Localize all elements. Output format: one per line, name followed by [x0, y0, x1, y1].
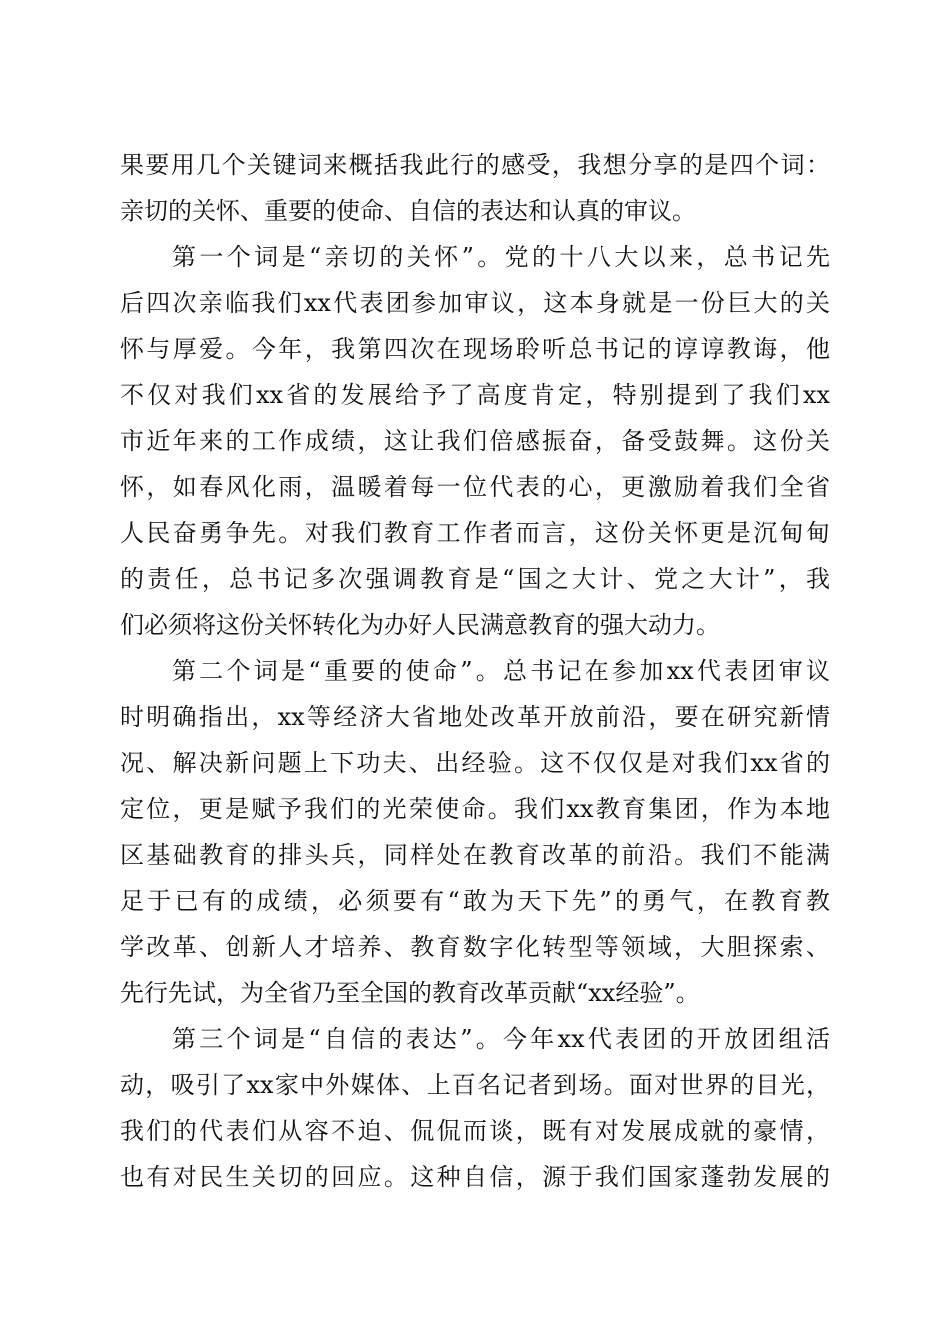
text-line: 后四次亲临我们xx代表团参加审议，这本身就是一份巨大的关 [120, 289, 830, 317]
text-line: 时明确指出，xx等经济大省地处改革开放前沿，要在研究新情 [120, 703, 830, 731]
text-line: 人民奋勇争先。对我们教育工作者而言，这份关怀更是沉甸甸 [120, 519, 830, 547]
text-line: 也有对民生关切的回应。这种自信，源于我们国家蓬勃发展的 [120, 1163, 830, 1191]
paragraph-start-line: 第一个词是“亲切的关怀”。党的十八大以来，总书记先 [172, 243, 830, 271]
text-line: 们必须将这份关怀转化为办好人民满意教育的强大动力。 [120, 611, 720, 639]
text-line: 先行先试，为全省乃至全国的教育改革贡献“xx经验”。 [120, 979, 700, 1007]
paragraph-start-line: 第二个词是“重要的使命”。总书记在参加xx代表团审议 [172, 657, 830, 685]
text-line: 动，吸引了xx家中外媒体、上百名记者到场。面对世界的目光， [120, 1071, 830, 1099]
paragraph-start-line: 第三个词是“自信的表达”。今年xx代表团的开放团组活 [172, 1025, 830, 1053]
text-line: 定位，更是赋予我们的光荣使命。我们xx教育集团，作为本地 [120, 795, 830, 823]
text-line: 我们的代表们从容不迫、侃侃而谈，既有对发展成就的豪情， [120, 1117, 830, 1145]
document-body [120, 142, 830, 1200]
text-line: 的责任，总书记多次强调教育是“国之大计、党之大计”，我 [120, 565, 830, 593]
text-line: 果要用几个关键词来概括我此行的感受，我想分享的是四个词： [120, 151, 830, 179]
text-line: 怀与厚爱。今年，我第四次在现场聆听总书记的谆谆教诲，他 [120, 335, 830, 363]
text-line: 况、解决新问题上下功夫、出经验。这不仅仅是对我们xx省的 [120, 749, 830, 777]
text-line: 学改革、创新人才培养、教育数字化转型等领域，大胆探索、 [120, 933, 830, 961]
text-line: 怀，如春风化雨，温暖着每一位代表的心，更激励着我们全省 [120, 473, 830, 501]
text-line: 亲切的关怀、重要的使命、自信的表达和认真的审议。 [120, 197, 696, 225]
text-line: 足于已有的成绩，必须要有“敢为天下先”的勇气，在教育教 [120, 887, 830, 915]
text-line: 区基础教育的排头兵，同样处在教育改革的前沿。我们不能满 [120, 841, 830, 869]
text-line: 不仅对我们xx省的发展给予了高度肯定，特别提到了我们xx [120, 381, 830, 409]
text-line: 市近年来的工作成绩，这让我们倍感振奋，备受鼓舞。这份关 [120, 427, 830, 455]
